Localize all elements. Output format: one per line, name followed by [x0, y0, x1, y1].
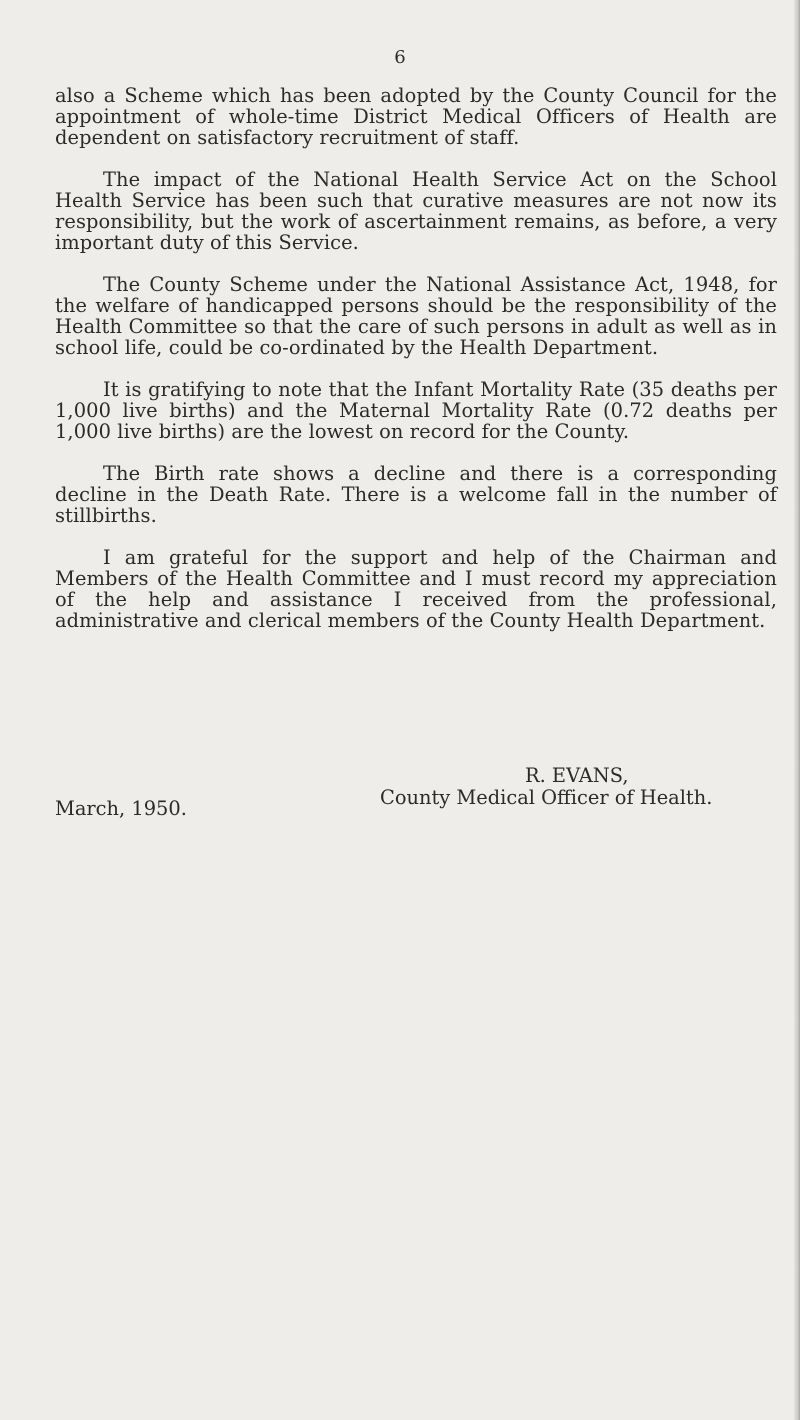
page-number: 6 [394, 47, 406, 68]
signatory-name: R. EVANS, [525, 764, 629, 787]
paragraph-mortality-rates: It is gratifying to note that the Infant Mortality Rate (35 deaths per 1,000 live births) and the Maternal Mortality Rate (0.72 deaths per 1,000 live births) are the lowest on record for the County. [55, 378, 777, 443]
paragraph-birth-rate: The Birth rate shows a decline and there is a corresponding decline in the Death Rate. There is a welcome fall in the number of stillbirths. [55, 462, 777, 527]
signatory-title: County Medical Officer of Health. [380, 786, 713, 809]
paragraph-national-assistance: The County Scheme under the National Assistance Act, 1948, for the welfare of handicapped persons should be the responsibility of the Health Committee so that the care of such persons in adult as well as in school life, could be co-ordinated by the Health Department. [55, 273, 777, 359]
paragraph-scheme-continuation: also a Scheme which has been adopted by the County Council for the appointment of whole-time District Medical Officers of Health are dependent on satisfactory recruitment of staff. [55, 84, 777, 149]
report-date: March, 1950. [55, 797, 187, 820]
paragraph-acknowledgements: I am grateful for the support and help of the Chairman and Members of the Health Committee and I must record my appreciation of the help and assistance I received from the professional, administrative and clerical members of the County Health Department. [55, 546, 777, 632]
paragraph-national-health-service: The impact of the National Health Service Act on the School Health Service has been such that curative measures are not now its responsibility, but the work of ascertainment remains, as before, a very important duty of this Service. [55, 168, 777, 254]
report-body [55, 85, 777, 652]
page-edge-shadow [794, 0, 800, 1420]
signature-block [55, 765, 777, 825]
